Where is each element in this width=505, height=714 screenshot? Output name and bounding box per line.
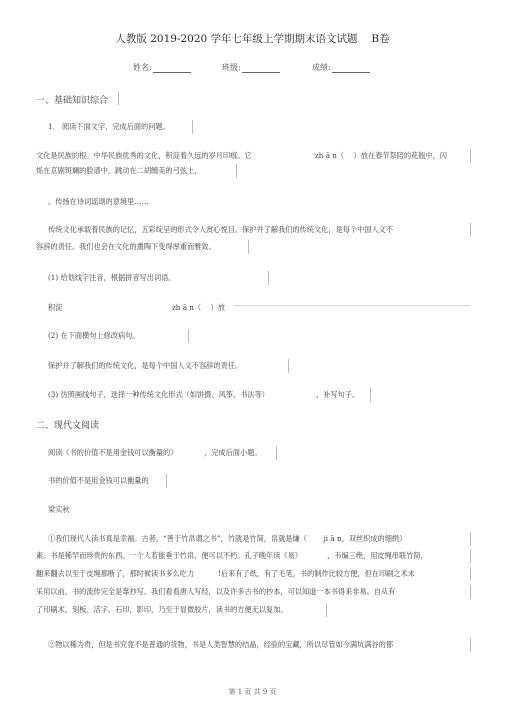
name-label: 姓名: xyxy=(133,63,152,72)
article-par1b: 素。书是稀罕而珍贵的东西。一个人若能垂于竹帛，便可以不朽。孔子晚年读《易》 ，韦编三绝，用皮绳串联竹简， xyxy=(36,551,428,560)
q2-intro-a: 阅读《书的价值不是用金钱可以衡量的》 xyxy=(48,448,178,457)
name-blank[interactable] xyxy=(153,64,191,73)
q1-paragraph-2: 。传扬在诗词谣颂的意境里…… xyxy=(48,197,149,206)
divider xyxy=(118,91,119,105)
class-field[interactable] xyxy=(222,62,280,73)
divider xyxy=(470,638,471,652)
section-1-heading: 一、基础知识综合 xyxy=(36,96,109,106)
q1-sub1-pinyin: zh ā n（ ）放 xyxy=(172,303,225,312)
q1-sub3a: (3) 仿照画线句子，选择一种传统文化形式（如饼摄、风筝、书法等） xyxy=(48,390,269,399)
page-title: 人教版 2019-2020 学年七年级上学期期末语文试题 B卷 xyxy=(115,33,390,45)
article-par1c: 翻来翻去以至于皮绳都断了，那时候读书多么吃力 !后来有了纸，有了毛笔，书的制作比较方便，但在印刷之术未 xyxy=(36,569,415,578)
divider xyxy=(370,388,371,402)
divider xyxy=(192,120,193,134)
divider xyxy=(470,223,471,237)
name-field[interactable] xyxy=(133,62,191,73)
score-blank[interactable] xyxy=(332,64,370,73)
article-title: 书的价值不是用金钱可以衡量的 xyxy=(48,476,149,485)
q1-paragraph-3b: 容辞的责任。我们也会在文化的熏陶下变得厚重而雅致。 xyxy=(36,242,216,251)
section-2-heading: 二、现代文阅读 xyxy=(36,421,100,431)
page-footer: 第 1 页 共 9 页 xyxy=(228,688,277,696)
divider xyxy=(470,549,471,563)
divider xyxy=(470,567,471,581)
divider xyxy=(470,532,471,546)
divider xyxy=(166,474,167,488)
class-label: 班级: xyxy=(222,63,241,72)
q1-sub1-word: 积淀 xyxy=(48,303,63,312)
q1-sub1: (1) 给划线字注音，根据拼音写出词语。 xyxy=(48,273,176,282)
divider xyxy=(470,149,471,163)
divider xyxy=(188,329,189,343)
q1-intro: 1． 阅读下面文字，完成后面的问题。 xyxy=(48,122,170,131)
divider xyxy=(288,359,289,373)
q1-paragraph-3a: 传统文化承载着民族的记忆，五彩绽呈的形式令人赏心悦目。保护并了解我们的传统文化，是每个中国人义不 xyxy=(48,225,394,234)
article-par1a: ①我们现代人读书真是幸福。古者，“善于竹帛谓之书”，竹就是竹简，帛就是缣（ ji ā n，双丝织成的细绢） xyxy=(48,534,407,543)
divider xyxy=(470,585,471,599)
article-par2: ②物以稀为贵，但是书究竟不是普通的货物，书是人类智慧的结晶，经验的宝藏，所以尽管如今满坑满谷的都 xyxy=(48,640,394,649)
answer-line[interactable] xyxy=(234,305,470,306)
divider xyxy=(276,446,277,460)
q1-sub3b: ，补写句子。 xyxy=(316,390,360,399)
score-label: 成绩: xyxy=(312,63,331,72)
divider xyxy=(236,164,237,178)
q2-intro-b: ，完成后面小题。 xyxy=(204,448,262,457)
article-author: 梁实秋 xyxy=(48,505,70,514)
q1-paragraph-1b: zh ā n（ ）放在春节祭陪的花瓶中，闪 xyxy=(315,151,447,160)
divider xyxy=(268,271,269,285)
divider xyxy=(326,603,327,617)
q1-sub2-sentence: 保护并了解我们的传统文化，是每个中国人义不容辞的责任。 xyxy=(48,361,243,370)
score-field[interactable] xyxy=(312,62,370,73)
article-par1e: 了印刷术，刻板、活字、石印，影印，乃至于显微胶片，读书的方便无以复加。 xyxy=(36,605,288,614)
q1-paragraph-1c: 烁在京剧斑斓的脸谱中，跳动在二胡缠美的弓弦上， xyxy=(36,166,202,175)
class-blank[interactable] xyxy=(242,64,280,73)
q1-sub2: (2) 在下面横句上修改病句。 xyxy=(48,331,140,340)
divider xyxy=(248,240,249,254)
q1-paragraph-1a: 文化是民族的根。中华民族优秀的文化，积淀着久远的岁月印痕。它 xyxy=(36,151,252,160)
article-par1d: 采用以前，书的流传完全是靠抄写。我们看看唐人写经，以及许多古书的抄本，可以知道一本书得来非易。自从有 xyxy=(36,587,396,596)
